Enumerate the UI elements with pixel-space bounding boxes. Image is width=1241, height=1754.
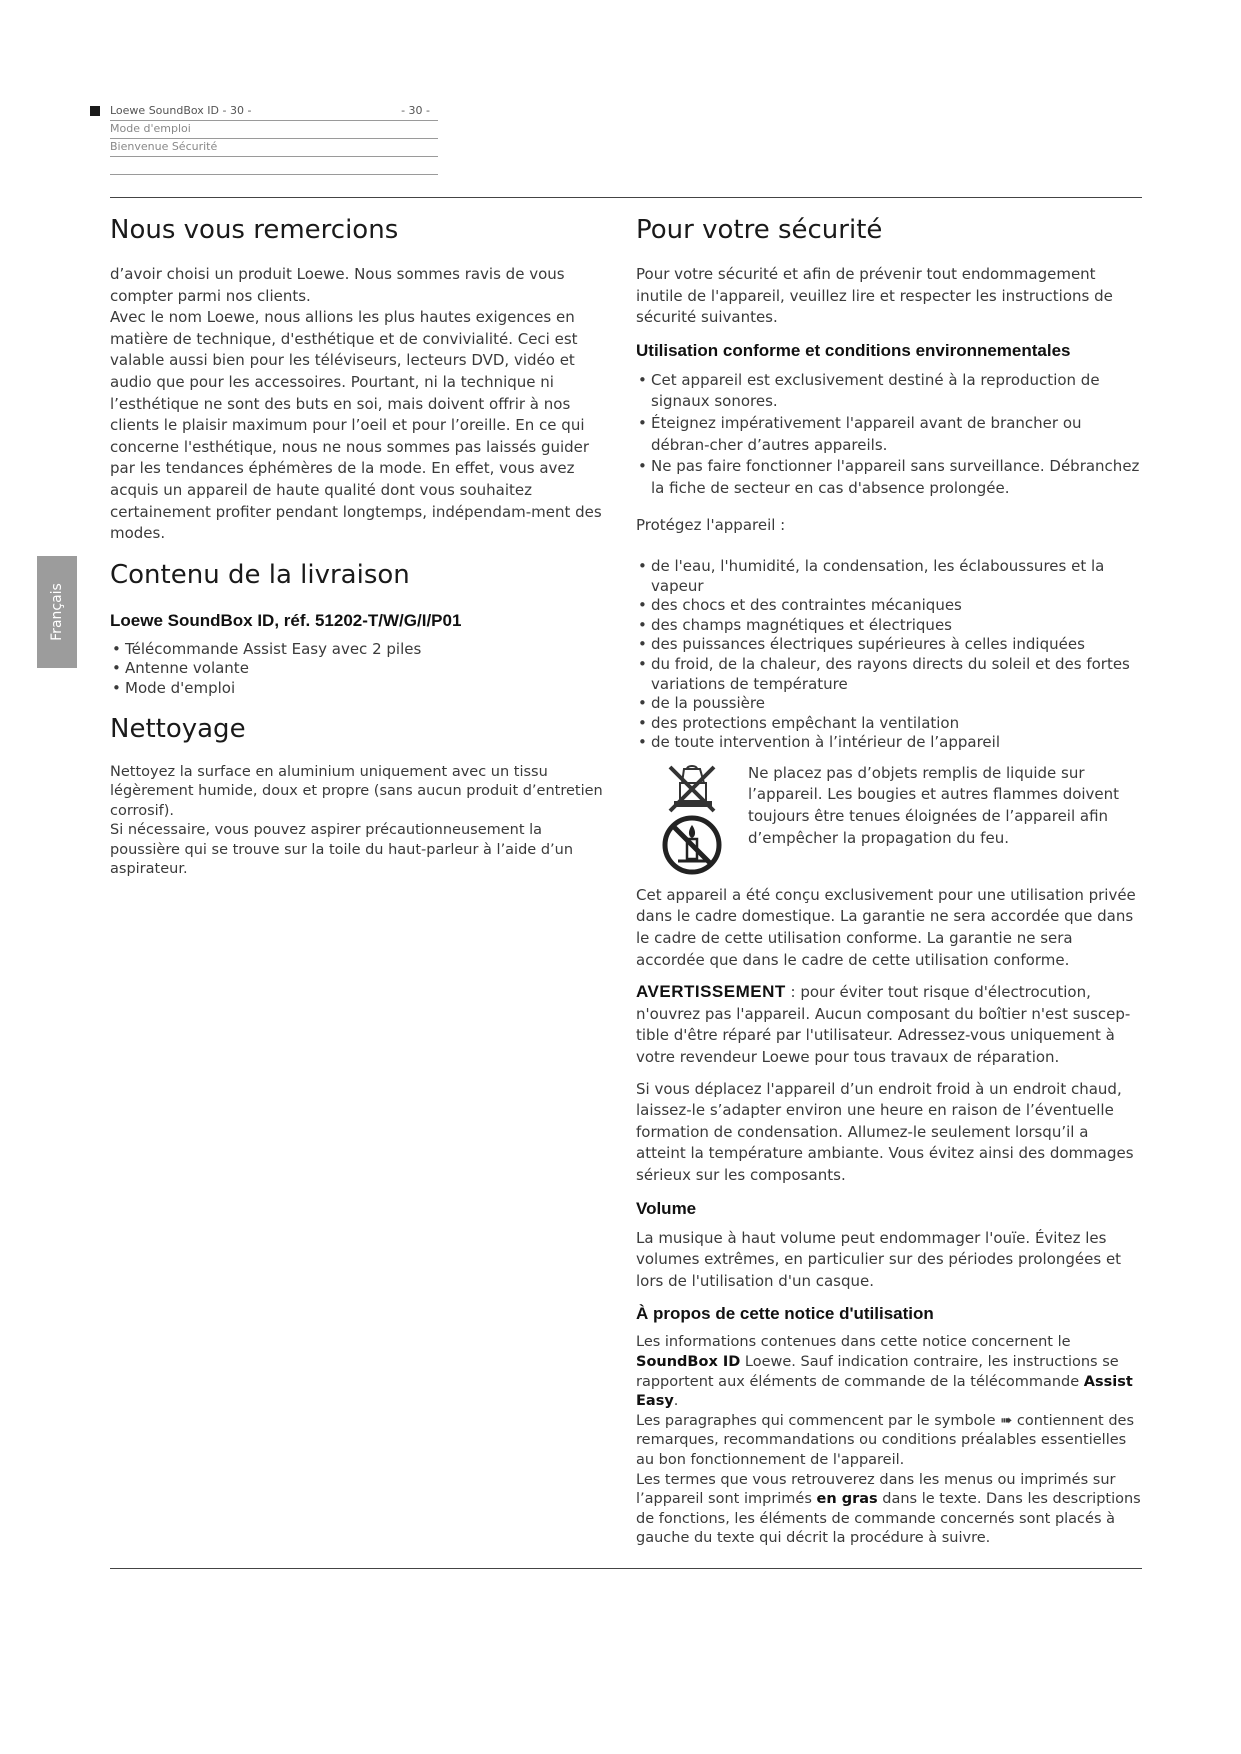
about-p3-text: Les termes que vous retrouverez dans les menus ou imprimés sur l’appareil sont imprimés [636,1471,1116,1508]
volume-text: La musique à haut volume peut endommager l'ouïe. Évitez les volumes extrêmes, en particulier sur des périodes prolongées et lors de l'utilisation d'un casque. [636,1228,1122,1290]
electric-warning [636,981,1142,1068]
delivery-subheading: Loewe SoundBox ID, réf. 51202-T/W/G/I/P01 [110,610,462,630]
about-p1-text-2: Loewe. Sauf indication contraire, les instructions se rapportent aux éléments de commande de la télécommande [636,1353,1119,1390]
header-divider [110,174,438,175]
about-p3-bold: en gras [816,1491,878,1508]
about-p3-text-2: dans le texte. Dans les descriptions de fonctions, les éléments de commande concernés sont placés à gauche du texte qui décrit la procédure à suivre. [636,1491,1141,1547]
header-doc-title [110,103,438,121]
warning-label: AVERTISSEMENT [636,982,786,1002]
about-p2-text: Les paragraphes qui commencent par le symbole [636,1412,1001,1429]
safety-intro: Pour votre sécurité et afin de prévenir tout endommagement inutile de l'appareil, veuillez lire et respecter les instructions de sécurité suivantes. [636,265,1113,327]
header-page-number: - 30 - [401,104,430,117]
protect-item: • de toute intervention à l’intérieur de l’appareil [636,733,1142,753]
cleaning-paragraph-1: Nettoyez la surface en aluminium uniquement avec un tissu légèrement humide, doux et propre (sans aucun produit d’entretien corrosif). [110,763,603,819]
about-p1-end: . [673,1393,679,1410]
language-tab [37,556,77,668]
about-p1-product: SoundBox ID [636,1353,741,1370]
protect-item: • de l'eau, l'humidité, la condensation, les éclaboussures et la vapeur [636,557,1142,596]
cleaning-paragraph-2: Si nécessaire, vous pouvez aspirer précautionneusement la poussière qui se trouve sur la toile du haut-parleur à l’aide d’un aspirateur. [110,822,574,878]
about-paragraph-1 [636,1333,1142,1411]
delivery-item: • Antenne volante [110,659,616,679]
warning-text: : pour éviter tout risque d'électrocution, n'ouvrez pas l'appareil. Aucun composant du boîtier n'est suscep-tible d'être réparé par l'utilisateur. Adressez-vous uniquement à votre revendeur Loewe pour tous travaux de réparation. [636,983,1131,1067]
protect-item: • des champs magnétiques et électriques [636,616,1142,636]
usage-item: • Cet appareil est exclusivement destiné à la reproduction de signaux sonores. [636,370,1142,413]
usage-list [636,370,1142,500]
delivery-heading: Contenu de la livraison [110,559,410,590]
usage-item: • Éteignez impérativement l'appareil avant de brancher ou débran-cher d’autres appareils. [636,413,1142,456]
header-doc-type: Mode d'emploi [110,121,438,139]
about-subheading: À propos de cette notice d'utilisation [636,1304,934,1324]
about-p2-text-2: contiennent des remarques, recommandations ou conditions préalables essentielles au bon fonctionnement de l'appareil. [636,1412,1135,1468]
bottom-rule [110,1568,1142,1569]
protect-item: • des puissances électriques supérieures à celles indiquées [636,635,1142,655]
arrow-symbol-icon: ➠ [1000,1412,1013,1429]
top-rule [110,197,1142,198]
safety-heading: Pour votre sécurité [636,215,883,245]
right-column [636,210,1142,1559]
thanks-paragraph-2: Avec le nom Loewe, nous allions les plus hautes exigences en matière de technique, d'esthétique et de convivialité. Ceci est valable aussi bien pour les téléviseurs, lecteurs DVD, vidéo et audio que pour les accessoires. Pourtant, ni la technique ni l’esthétique ne sont des buts en soi, mais doivent offrir à nos clients le plaisir maximum pour l’oeil et pour l’oreille. En ce qui concerne l'esthétique, nous ne nous sommes pas laissés guider par les tendances éphémères de la mode. En effet, vous avez acquis un appareil de haute qualité dont vous souhaitez certainement profiter pendant longtemps, indépendam-ment des modes. [110,308,602,543]
header-doc-name: Loewe SoundBox ID - 30 - [110,104,252,117]
protect-item: • de la poussière [636,694,1142,714]
header-section: Bienvenue Sécurité [110,139,438,157]
protect-item: • du froid, de la chaleur, des rayons directs du soleil et des fortes variations de température [636,655,1142,694]
thanks-paragraph-1: d’avoir choisi un produit Loewe. Nous sommes ravis de vous compter parmi nos clients. [110,265,565,305]
about-paragraph-3 [636,1471,1142,1549]
protect-intro: Protégez l'appareil : [636,516,786,535]
protect-list [636,557,1142,753]
protect-item: • des protections empêchant la ventilation [636,714,1142,734]
about-paragraph-2 [636,1412,1142,1471]
header-marker [90,106,100,116]
cleaning-heading: Nettoyage [110,713,246,744]
no-flame-icon [660,813,724,877]
condensation-text: Si vous déplacez l'appareil d’un endroit froid à un endroit chaud, laissez-le s’adapter environ une heure en raison de l’éventuelle formation de condensation. Allumez-le seulement lorsqu’il a atteint la température ambiante. Vous évitez ainsi des dommages sérieux sur les composants. [636,1079,1134,1184]
usage-item: • Ne pas faire fonctionner l'appareil sans surveillance. Débranchez la fiche de secteur en cas d'absence prolongée. [636,456,1142,499]
language-tab-label: Français [49,583,65,641]
liquid-fire-warning [636,763,1142,873]
left-column [110,210,616,890]
liquid-fire-warning-text: Ne placez pas d’objets remplis de liquide sur l’appareil. Les bougies et autres flammes doivent toujours être tenues éloignées de l’appareil afin d’empêcher la propagation du feu. [748,763,1120,847]
about-p1-remote: Assist Easy [636,1373,1133,1410]
warning-icons [660,763,724,873]
delivery-item: • Télécommande Assist Easy avec 2 piles [110,640,616,660]
protect-item: • des chocs et des contraintes mécaniques [636,596,1142,616]
delivery-item: • Mode d'emploi [110,679,616,699]
delivery-list [110,640,616,699]
usage-subheading: Utilisation conforme et conditions environnementales [636,340,1071,360]
private-use-text: Cet appareil a été conçu exclusivement pour une utilisation privée dans le cadre domestique. La garantie ne sera accordée que dans le cadre de cette utilisation conforme. La garantie ne sera accordée que dans le cadre de cette utilisation conforme. [636,885,1136,969]
volume-subheading: Volume [636,1198,697,1218]
about-p1-text: Les informations contenues dans cette notice concernent le [636,1334,1071,1351]
thanks-heading: Nous vous remercions [110,215,399,245]
